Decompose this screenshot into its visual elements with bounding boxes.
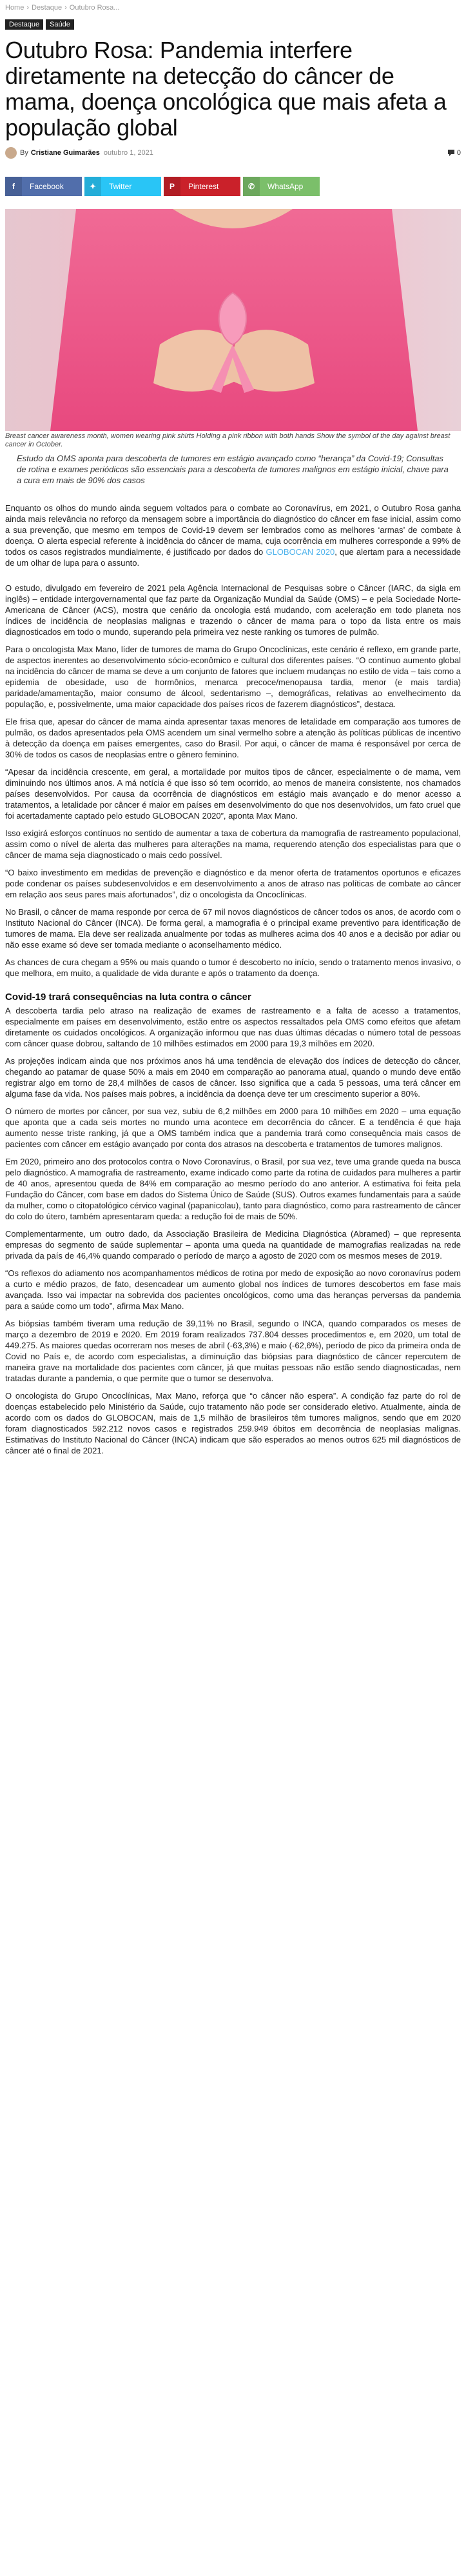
comment-count[interactable] bbox=[448, 149, 461, 157]
paragraph: O estudo, divulgado em fevereiro de 2021 pela Agência Internacional de Pesquisas sobre o Câncer (IARC, da sigla em inglês) – entidade intergovernamental que faz parte da Organização Mundial da Saúde (OMS) – e pela Sociedade Norte-Americana de Câncer (ACS), mostra que cenário da oncologia está mudando, com aceleração em todo planeta nos índices de incidência de neoplasias malignas e trazendo o câncer de mama para o topo da lista entre os mais diagnosticados em todo o mundo, superando pela primeira vez neste ranking os tumores de pulmão. bbox=[5, 583, 461, 637]
breadcrumb bbox=[5, 0, 461, 14]
paragraph: Em 2020, primeiro ano dos protocolos contra o Novo Coronavírus, o Brasil, por sua vez, teve uma grande queda na busca pelo diagnóstico. A mamografia de rastreamento, exame indicado como parte da rotina de cuidados para mulheres a partir de 40 anos, apresentou queda de 84% em comparação ao mesmo período do ano anterior. A estimativa foi feita pela Fundação do Câncer, com base em dados do Sistema Único de Saúde (SUS). Outros exames fundamentais para a saúde da mulher, como o citopatológico cérvico vaginal (papanicolau), tanto para diagnóstico, como para rastreamento de câncer do colo do útero, também apresentaram queda: a redução foi de mais de 50%. bbox=[5, 1157, 461, 1221]
breadcrumb-separator: › bbox=[64, 4, 67, 12]
whatsapp-icon: ✆ bbox=[243, 177, 260, 196]
paragraph-text: Enquanto os olhos do mundo ainda seguem voltados para o combate ao Coronavírus, em 2021, o Outubro Rosa ganha ainda mais relevância no reforço da mensagem sobre a importância do diagnóstico do câncer em fase inicial, assim como a sua prevenção, que mesmo em tempos de Covid-19 devem ser lembrados como as melhores ‘armas’ de combate à doença. O alerta especial referente à incidência do câncer de mama, cuja ocorrência em mulheres corresponde a 99% de todos os casos registrados mundialmente, é justificado por dados do bbox=[5, 503, 461, 557]
paragraph: As projeções indicam ainda que nos próximos anos há uma tendência de elevação dos índices de detecção do câncer, chegando ao patamar de quase 50% a mais em 2040 em comparação ao panorama atual, quando o mundo deve então registrar algo em torno de 28,4 milhões de casos de câncer. Isso significa que a cada 5 pessoas, uma terá câncer em alguma fase da vida. Nos países mais pobres, a incidência da doença deve ter um crescimento superior a 80%. bbox=[5, 1056, 461, 1099]
paragraph: “Apesar da incidência crescente, em geral, a mortalidade por muitos tipos de câncer, especialmente o de mama, vem diminuindo nos últimos anos. A má notícia é que isso só tem ocorrido, ao menos de maneira consistente, nos chamados países desenvolvidos. Por causa da ocorrência de diagnósticos em estágio mais avançado e do menor acesso a tratamentos, a letalidade por câncer é maior em países em desenvolvimento do que nos desenvolvidos, um fato cruel que foi acertadamente captado pelo estudo GLOBOCAN 2020”, aponta Max Mano. bbox=[5, 767, 461, 821]
breadcrumb-current: Outubro Rosa... bbox=[69, 4, 120, 12]
author-name[interactable]: Cristiane Guimarães bbox=[30, 149, 100, 157]
breadcrumb-category[interactable]: Destaque bbox=[32, 4, 63, 12]
pinterest-share-label: Pinterest bbox=[188, 182, 219, 191]
breadcrumb-separator: › bbox=[26, 4, 30, 12]
article-title: Outubro Rosa: Pandemia interfere diretamente na detecção do câncer de mama, doença oncológica que mais afeta a população global bbox=[5, 37, 447, 141]
image-caption: Breast cancer awareness month, women wearing pink shirts Holding a pink ribbon with both hands Show the symbol of the day against breast cancer in October. bbox=[5, 432, 451, 448]
pink-ribbon-photo bbox=[5, 209, 461, 431]
paragraph: As biópsias também tiveram uma redução de 39,11% no Brasil, segundo o INCA, quando comparados os meses de março a dezembro de 2019 e 2020. Em 2019 foram realizados 737.804 desses procedimentos e, em 2020, um total de 449.275. As maiores quedas ocorreram nos meses de abril (-63,3%) e maio (-62,6%), período de pico da primeira onda de Covid no País e, de acordo com especialistas, a diminuição das biópsias para diagnóstico de câncer repercutem de maneira grave na mortalidade dos pacientes com câncer, já que muitas pessoas não estão sendo diagnosticadas, nem tratadas durante a pandemia, o que permite que o tumor se desenvolva. bbox=[5, 1319, 461, 1383]
comment-count-value: 0 bbox=[456, 149, 461, 157]
paragraph: “O baixo investimento em medidas de prevenção e diagnóstico e da menor oferta de tratamentos oportunos e eficazes pode condenar os países subdesenvolvidos e em desenvolvimento a anos de atraso nas políticas de combate ao câncer em relação aos seus pares mais afortunados”, diz o oncologista da Oncoclínicas. bbox=[5, 868, 461, 899]
featured-image bbox=[5, 209, 461, 431]
pinterest-icon: P bbox=[164, 177, 180, 196]
section-heading: Covid-19 trará consequências na luta contra o câncer bbox=[5, 992, 251, 1003]
paragraph-text: , que alertam para a necessidade de um olhar de lupa para o assunto. bbox=[5, 547, 461, 568]
paragraph: Isso exigirá esforços contínuos no sentido de aumentar a taxa de cobertura da mamografia de rastreamento populacional, assim como o nível de alerta das mulheres para alterações na mama, requerendo atenção dos especialistas para que o câncer de mama seja diagnosticado o mais cedo possível. bbox=[5, 828, 461, 860]
breadcrumb-home[interactable]: Home bbox=[5, 4, 24, 12]
publish-date: outubro 1, 2021 bbox=[103, 149, 153, 157]
twitter-icon: ✦ bbox=[84, 177, 101, 196]
article-intro: Estudo da OMS aponta para descoberta de tumores em estágio avançado como “herança” da Covid-19; Consultas de rotina e exames periódicos são essenciais para a descoberta de tumores malignos em estágio inicial, chave para a cura em mais de 90% dos casos bbox=[17, 454, 449, 485]
paragraph: O número de mortes por câncer, por sua vez, subiu de 6,2 milhões em 2000 para 10 milhões em 2020 – uma equação que aponta que a cada seis mortes no mundo uma acontece em decorrência do câncer. E a tendência é que haja aumento nesse triste ranking, já que a OMS também indica que a pandemia trará como consequência mais casos de pacientes com câncer em estágio avançado por conta dos atrasos na descoberta e tratamentos de tumores malignos. bbox=[5, 1106, 461, 1149]
facebook-icon: f bbox=[5, 177, 22, 196]
paragraph: “Os reflexos do adiamento nos acompanhamentos médicos de rotina por medo de exposição ao novo coronavírus podem a curto e médio prazos, de fato, desencadear um aumento global nos índices de tumores descobertos em fase mais avançada. Isso vai impactar na sobrevida dos pacientes oncológicos, como uma das heranças perversas da pandemia para a saúde como um todo”, afirma Max Mano. bbox=[5, 1268, 461, 1311]
facebook-share-button[interactable] bbox=[5, 177, 82, 196]
category-tags bbox=[5, 19, 461, 30]
twitter-share-label: Twitter bbox=[109, 182, 132, 191]
paragraph: A descoberta tardia pelo atraso na realização de exames de rastreamento e a falta de acesso a tratamentos, especialmente em países em desenvolvimento, estão entre os aspectos ressaltados pela OMS como efeitos que afetam diretamente os cuidados oncológicos. A organização informou que nas duas últimas décadas o número total de pessoas com câncer quase dobrou, saltando de 10 milhões estimados em 2000 para 19,3 milhões em 2020. bbox=[5, 1006, 461, 1048]
comment-icon bbox=[448, 150, 454, 156]
pinterest-share-button[interactable] bbox=[164, 177, 240, 196]
article-meta bbox=[5, 147, 461, 159]
paragraph: Complementarmente, um outro dado, da Associação Brasileira de Medicina Diagnóstica (Abramed) – que representa empresas do segmento de saúde suplementar – aponta uma queda na quantidade de mamografias realizadas na rede privada da país de 46,4% quando comparado o período de março a agosto de 2020 com os mesmos meses de 2019. bbox=[5, 1229, 461, 1261]
category-tag-destaque[interactable]: Destaque bbox=[5, 19, 43, 30]
globocan-link[interactable]: GLOBOCAN 2020 bbox=[266, 547, 335, 557]
whatsapp-share-button[interactable] bbox=[243, 177, 320, 196]
share-bar bbox=[5, 177, 461, 196]
facebook-share-label: Facebook bbox=[30, 182, 64, 191]
paragraph bbox=[5, 503, 461, 568]
article-body bbox=[5, 503, 461, 1456]
paragraph: Para o oncologista Max Mano, líder de tumores de mama do Grupo Oncoclínicas, este cenário é reflexo, em grande parte, de aspectos inerentes ao desenvolvimento sócio-econômico e cultural dos diferentes países. “O contínuo aumento global na incidência do câncer de mama se deve a um conjunto de fatores que incluem mudanças no estilo de vida – tais como a epidemia de obesidade, uso de hormônios, menarca precoce/menopausa tardia, menor (e mais tardia) paridade/amamentação, maior consumo de álcool, sedentarismo –, demográficas, relativas ao envelhecimento da população, e, possivelmente, uma maior capacidade dos países ricos de fazerem diagnósticos”, destaca. bbox=[5, 644, 461, 709]
author-prefix: By bbox=[20, 149, 28, 157]
twitter-share-button[interactable] bbox=[84, 177, 161, 196]
paragraph: No Brasil, o câncer de mama responde por cerca de 67 mil novos diagnósticos de câncer todos os anos, de acordo com o Instituto Nacional do Câncer (INCA). De forma geral, a mamografia é o principal exame preventivo para identificação de tumores de mama. Ela deve ser realizada anualmente por todas as mulheres acima dos 40 anos e a decisão por adiar ou não esse exame só deve ser tomada mediante o aconselhamento médico. bbox=[5, 907, 461, 950]
paragraph: Ele frisa que, apesar do câncer de mama ainda apresentar taxas menores de letalidade em comparação aos tumores de pulmão, os dados apresentados pela OMS acendem um sinal vermelho sobre a atenção às políticas públicas de incentivo à detecção da doença em países emergentes, caso do Brasil. Por aqui, o câncer de mama é responsável por cerca de 30% de todos os casos de neoplasias entre o gênero feminino. bbox=[5, 717, 461, 759]
author-avatar bbox=[5, 147, 17, 159]
category-tag-saude[interactable]: Saúde bbox=[46, 19, 74, 30]
paragraph: As chances de cura chegam a 95% ou mais quando o tumor é descoberto no início, sendo o tratamento menos invasivo, o que melhora, em muito, a qualidade de vida durante e após o tratamento da doença. bbox=[5, 957, 461, 978]
paragraph: O oncologista do Grupo Oncoclínicas, Max Mano, reforça que “o câncer não espera”. A condição faz parte do rol de doenças estabelecido pelo Ministério da Saúde, cujo tratamento não pode ser considerado eletivo. Atualmente, ainda de acordo com os dados do GLOBOCAN, mais de 1,5 milhão de brasileiros têm tumores malignos, sendo que em 2020 foram diagnosticados 592.212 novos casos e registrados 259.949 óbitos em decorrência de neoplasias malignas. Estimativas do Instituto Nacional do Câncer (INCA) indicam que são esperados ao menos outros 625 mil diagnósticos de câncer até o final de 2021. bbox=[5, 1391, 461, 1455]
whatsapp-share-label: WhatsApp bbox=[267, 182, 304, 191]
